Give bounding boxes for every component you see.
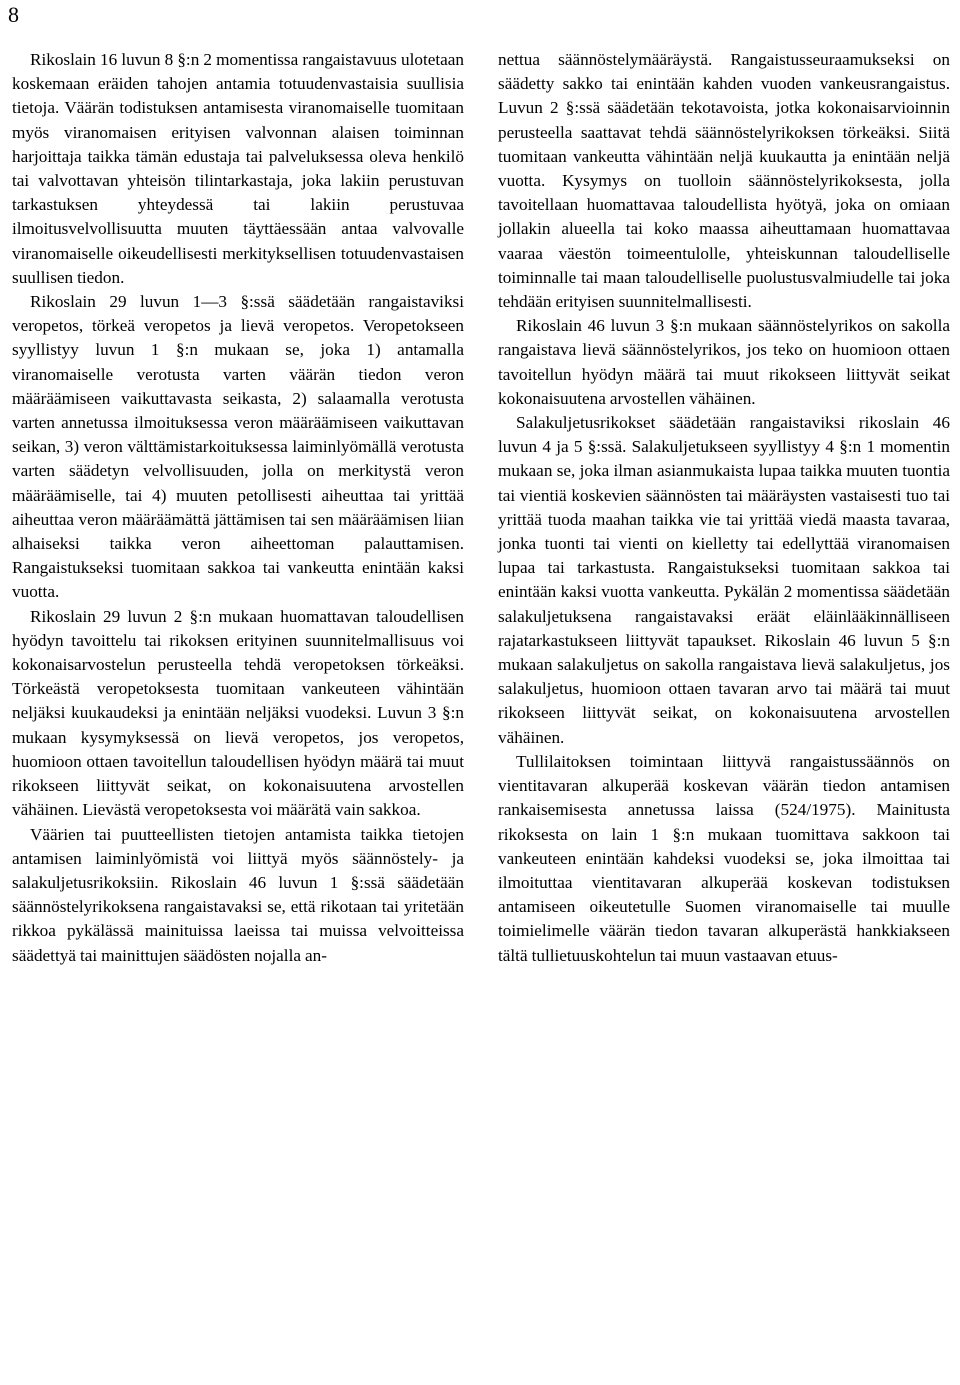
paragraph: Rikoslain 46 luvun 3 §:n mukaan säännöstelyrikos on sakolla rangaistava lievä säännöstelyrikos, jos teko on huomioon ottaen tavoitellun hyödyn määrä tai muut rikokseen liittyvät seikat kokonaisuutena arvostellen vähäinen. bbox=[498, 316, 950, 408]
page-number: 8 bbox=[8, 2, 19, 27]
left-text-column bbox=[12, 48, 464, 968]
right-text-column bbox=[498, 48, 950, 968]
paragraph: Väärien tai puutteellisten tietojen antamista taikka tietojen antamisen laiminlyömistä voi liittyä myös säännöstely- ja salakuljetusrikoksiin. Rikoslain 46 luvun 1 §:ssä säädetään säännöstelyrikoksena rangaistavaksi se, että rikotaan tai yritetään rikkoa pykälässä mainituissa laeissa tai muissa velvoitteissa säädettyä tai mainittujen säädösten nojalla an- bbox=[12, 824, 464, 965]
paragraph: Tullilaitoksen toimintaan liittyvä rangaistussäännös on vientitavaran alkuperää koskevan väärän tiedon antamisen rankaisemisesta annetussa laissa (524/1975). Mainitusta rikoksesta on lain 1 §:n mukaan tuomittava sakkoon tai vankeuteen enintään kahdeksi vuodeksi se, joka ilmoittaa tai ilmoituttaa vientitavaran alkuperää koskevan todistuksen antamiseen oikeutetulle Suomen viranomaiselle tai muulle toimielimelle väärän tiedon tavaran alkuperästä hankkiakseen tältä tullietuuskohtelun tai muun vastaavan etuus- bbox=[498, 751, 950, 965]
paragraph-continuation: nettua säännöstelymääräystä. Rangaistusseuraamukseksi on säädetty sakko tai enintään kahden vuoden vankeusrangaistus. Luvun 2 §:ssä säädetään tekotavoista, jotka kokonaisarvioinnin perusteella saattavat tehdä säännöstelyrikoksen törkeäksi. Siitä tuomitaan vankeutta vähintään neljä kuukautta ja enintään neljä vuotta. Kysymys on tuolloin säännöstelyrikoksesta, jolla tavoitellaan huomattavaa taloudellista hyötyä, joka on omiaan jollakin alueella tai koko maassa aiheuttamaan huomattavaa vaaraa väestön toimeentulolle, yhteiskunnan taloudelliselle toiminnalle tai maan taloudelliselle puolustusvalmiudelle tai joka tehdään erityisen suunnitelmallisesti. bbox=[498, 50, 950, 312]
paragraph: Rikoslain 16 luvun 8 §:n 2 momentissa rangaistavuus ulotetaan koskemaan eräiden tahojen antamia totuudenvastaisia suullisia tietoja. Väärän todistuksen antamisesta viranomaiselle tuomitaan myös viranomaisen erityisen valvonnan alaisen toiminnan harjoittaja taikka tämän edustaja tai palveluksessa oleva henkilö tai valvottavan yhteisön tilintarkastaja, joka lakiin perustuvan tarkastuksen yhteydessä tai lakiin perustuvaa ilmoitusvelvollisuutta muuten täyttäessään antaa valvovalle viranomaiselle oikeudellisesti merkityksellisen totuudenvastaisen suullisen tiedon. bbox=[12, 50, 464, 287]
paragraph: Salakuljetusrikokset säädetään rangaistaviksi rikoslain 46 luvun 4 ja 5 §:ssä. Salakuljetukseen syyllistyy 4 §:n 1 momentin mukaan se, joka ilman asianmukaista lupaa taikka muuten tuontia tai vientiä koskevien säännösten tai määräysten vastaisesti tuo tai yrittää tuoda maahan taikka vie tai yrittää viedä maasta tavaraa, jonka tuonti tai vienti on kielletty tai edellyttää viranomaisen lupaa tai tarkastusta. Rangaistukseksi tuomitaan sakkoa tai enintään kaksi vuotta vankeutta. Pykälän 2 momentissa säädetään salakuljetuksena rangaistavaksi eräät eläinlääkinnälliseen rajatarkastukseen liittyvät tapaukset. Rikoslain 46 luvun 5 §:n mukaan salakuljetus on sakolla rangaistava lievä salakuljetus, jos salakuljetus, huomioon ottaen tavaran arvo tai määrä tai muut rikokseen liittyvät seikat, on kokonaisuutena arvostellen vähäinen. bbox=[498, 413, 950, 747]
paragraph: Rikoslain 29 luvun 2 §:n mukaan huomattavan taloudellisen hyödyn tavoittelu tai rikoksen erityinen suunnitelmallisuus voi kokonaisarvostelun perusteella tehdä veropetoksen törkeäksi. Törkeästä veropetoksesta tuomitaan vankeuteen vähintään neljäksi kuukaudeksi ja enintään neljäksi vuodeksi. Luvun 3 §:n mukaan kysymyksessä on lievä veropetos, jos veropetos, huomioon ottaen tavoitellun taloudellisen hyödyn määrä tai muut rikokseen liittyvät seikat, on kokonaisuutena arvostellen vähäinen. Lievästä veropetoksesta voi määrätä vain sakkoa. bbox=[12, 606, 464, 820]
paragraph: Rikoslain 29 luvun 1—3 §:ssä säädetään rangaistaviksi veropetos, törkeä veropetos ja lievä veropetos. Veropetokseen syyllistyy luvun 1 §:n mukaan se, joka 1) antamalla viranomaiselle verotusta varten väärän tiedon veron määräämiseen vaikuttavasta seikasta, 2) salaamalla verotusta varten annetussa ilmoituksessa veron määräämiseen vaikuttavan seikan, 3) veron välttämistarkoituksessa laiminlyömällä verotusta varten säädetyn velvollisuuden, jolla on merkitystä veron määräämiselle, tai 4) muuten petollisesti aiheuttaa tai yrittää aiheuttaa veron määräämättä jättämisen tai sen määräämisen liian alhaiseksi taikka veron aiheettoman palauttamisen. Rangaistukseksi tuomitaan sakkoa tai vankeutta enintään kaksi vuotta. bbox=[12, 292, 464, 602]
